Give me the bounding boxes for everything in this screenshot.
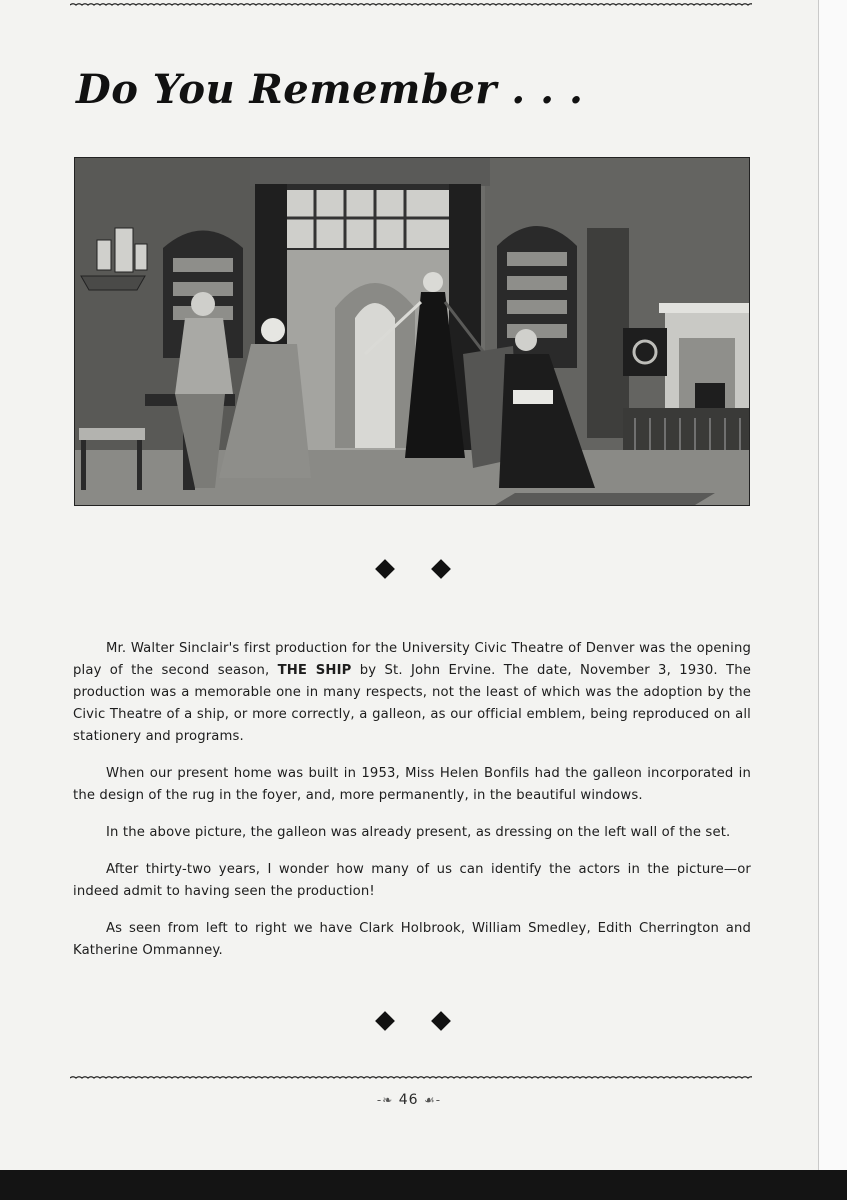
page-number <box>0 1092 818 1108</box>
paragraph-4: After thirty-two years, I wonder how many of us can identify the actors in the picture—or indeed admit to having seen the production! <box>73 862 751 899</box>
paragraph-1: Mr. Walter Sinclair's first production for the University Civic Theatre of Denver was the opening play of the second season, THE SHIP by St. John Ervine. The date, November 3, 1930. The production was a memorable one in many respects, not the least of which was the adoption by the Civic Theatre of a ship, or more correctly, a galleon, as our official emblem, being reproduced on all stationery and programs. <box>73 641 751 744</box>
page-number-value: 46 <box>398 1092 419 1108</box>
bottom-wavy-rule <box>70 1073 752 1083</box>
scan-right-margin <box>818 0 847 1170</box>
page-title: Do You Remember . . . <box>76 66 584 113</box>
diamond-icon <box>431 559 451 579</box>
ornament-divider-top <box>0 558 822 582</box>
scan-bottom-edge <box>0 1170 847 1200</box>
article-body <box>73 638 751 977</box>
paragraph-2: When our present home was built in 1953, Miss Helen Bonfils had the galleon incorporated in the design of the rug in the foyer, and, more permanently, in the beautiful windows. <box>73 766 751 803</box>
diamond-icon <box>375 559 395 579</box>
ornament-divider-bottom <box>0 1010 822 1034</box>
top-wavy-rule <box>70 0 752 10</box>
paragraph-5: As seen from left to right we have Clark Holbrook, William Smedley, Edith Cherrington and Katherine Ommanney. <box>73 921 751 958</box>
fleuron-right-icon: ☙- <box>424 1093 442 1107</box>
fleuron-left-icon: -❧ <box>376 1093 394 1107</box>
diamond-icon <box>431 1011 451 1031</box>
play-title: THE SHIP <box>277 663 352 678</box>
stage-photograph <box>74 157 750 506</box>
diamond-icon <box>375 1011 395 1031</box>
paragraph-3: In the above picture, the galleon was already present, as dressing on the left wall of the set. <box>106 825 731 840</box>
